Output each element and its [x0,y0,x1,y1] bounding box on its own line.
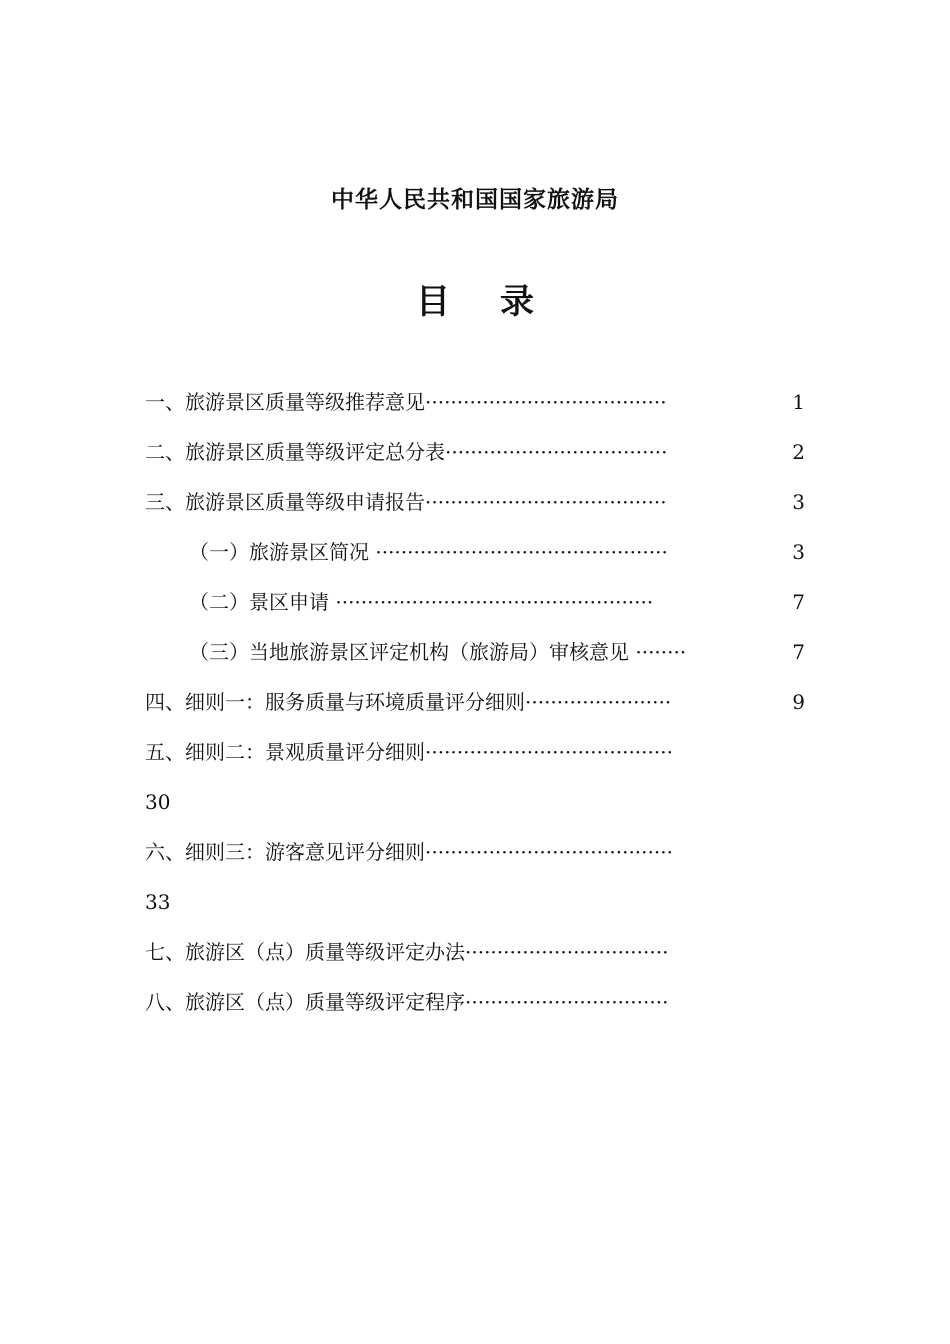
toc-leader-dots: ·················································· [335,590,654,614]
toc-page-number: 1 [791,377,805,427]
toc-subentry-3-3[interactable] [145,627,805,677]
toc-entry-4[interactable] [145,677,805,727]
toc-entry-3[interactable] [145,477,805,527]
toc-page-number: 3 [791,527,805,577]
toc-entry-label: 三、旅游景区质量等级申请报告 [145,490,425,514]
toc-leader-dots: ······································· [425,740,673,764]
toc-entry-label: 七、旅游区（点）质量等级评定办法 [145,940,465,964]
toc-entry-6[interactable] [145,827,805,877]
toc-entry-label: （三）当地旅游景区评定机构（旅游局）审核意见 [189,640,636,664]
toc-leader-dots: ········ [635,640,687,664]
toc-entry-7[interactable] [145,927,805,977]
toc-leader-dots: ································ [465,940,669,964]
toc-entry-5-page-line [145,777,805,827]
toc-leader-dots: ··································· [445,440,668,464]
toc-entry-label: 二、旅游景区质量等级评定总分表 [145,440,445,464]
toc-leader-dots: ······································ [425,390,667,414]
toc-entry-label: 八、旅游区（点）质量等级评定程序 [145,990,465,1014]
toc-entry-1[interactable] [145,377,805,427]
toc-leader-dots: ······································· [425,840,673,864]
toc-title: 目录 [416,282,584,322]
toc-page-number: 33 [145,890,171,914]
toc-leader-dots: ······································ [425,490,667,514]
organization-title: 中华人民共和国国家旅游局 [331,186,619,213]
toc-page-number: 9 [791,677,805,727]
toc-page-number: 7 [791,627,805,677]
toc-subentry-3-1[interactable] [145,527,805,577]
toc-leader-dots: ······················· [525,690,672,714]
toc-entry-label: 五、细则二：景观质量评分细则 [145,740,425,764]
toc-page-number: 7 [791,577,805,627]
toc-page-number: 3 [791,477,805,527]
table-of-contents [145,377,805,1027]
toc-entry-5[interactable] [145,727,805,777]
toc-subentry-3-2[interactable] [145,577,805,627]
toc-entry-label: （一）旅游景区简况 [189,540,376,564]
toc-entry-8[interactable] [145,977,805,1027]
toc-entry-label: （二）景区申请 [189,590,336,614]
toc-entry-label: 六、细则三：游客意见评分细则 [145,840,425,864]
toc-page-number: 30 [145,790,171,814]
toc-entry-6-page-line [145,877,805,927]
toc-entry-label: 一、旅游景区质量等级推荐意见 [145,390,425,414]
toc-entry-label: 四、细则一：服务质量与环境质量评分细则 [145,690,525,714]
toc-page-number: 2 [791,427,805,477]
toc-entry-2[interactable] [145,427,805,477]
toc-leader-dots: ································ [465,990,669,1014]
toc-leader-dots: ·············································· [375,540,668,564]
